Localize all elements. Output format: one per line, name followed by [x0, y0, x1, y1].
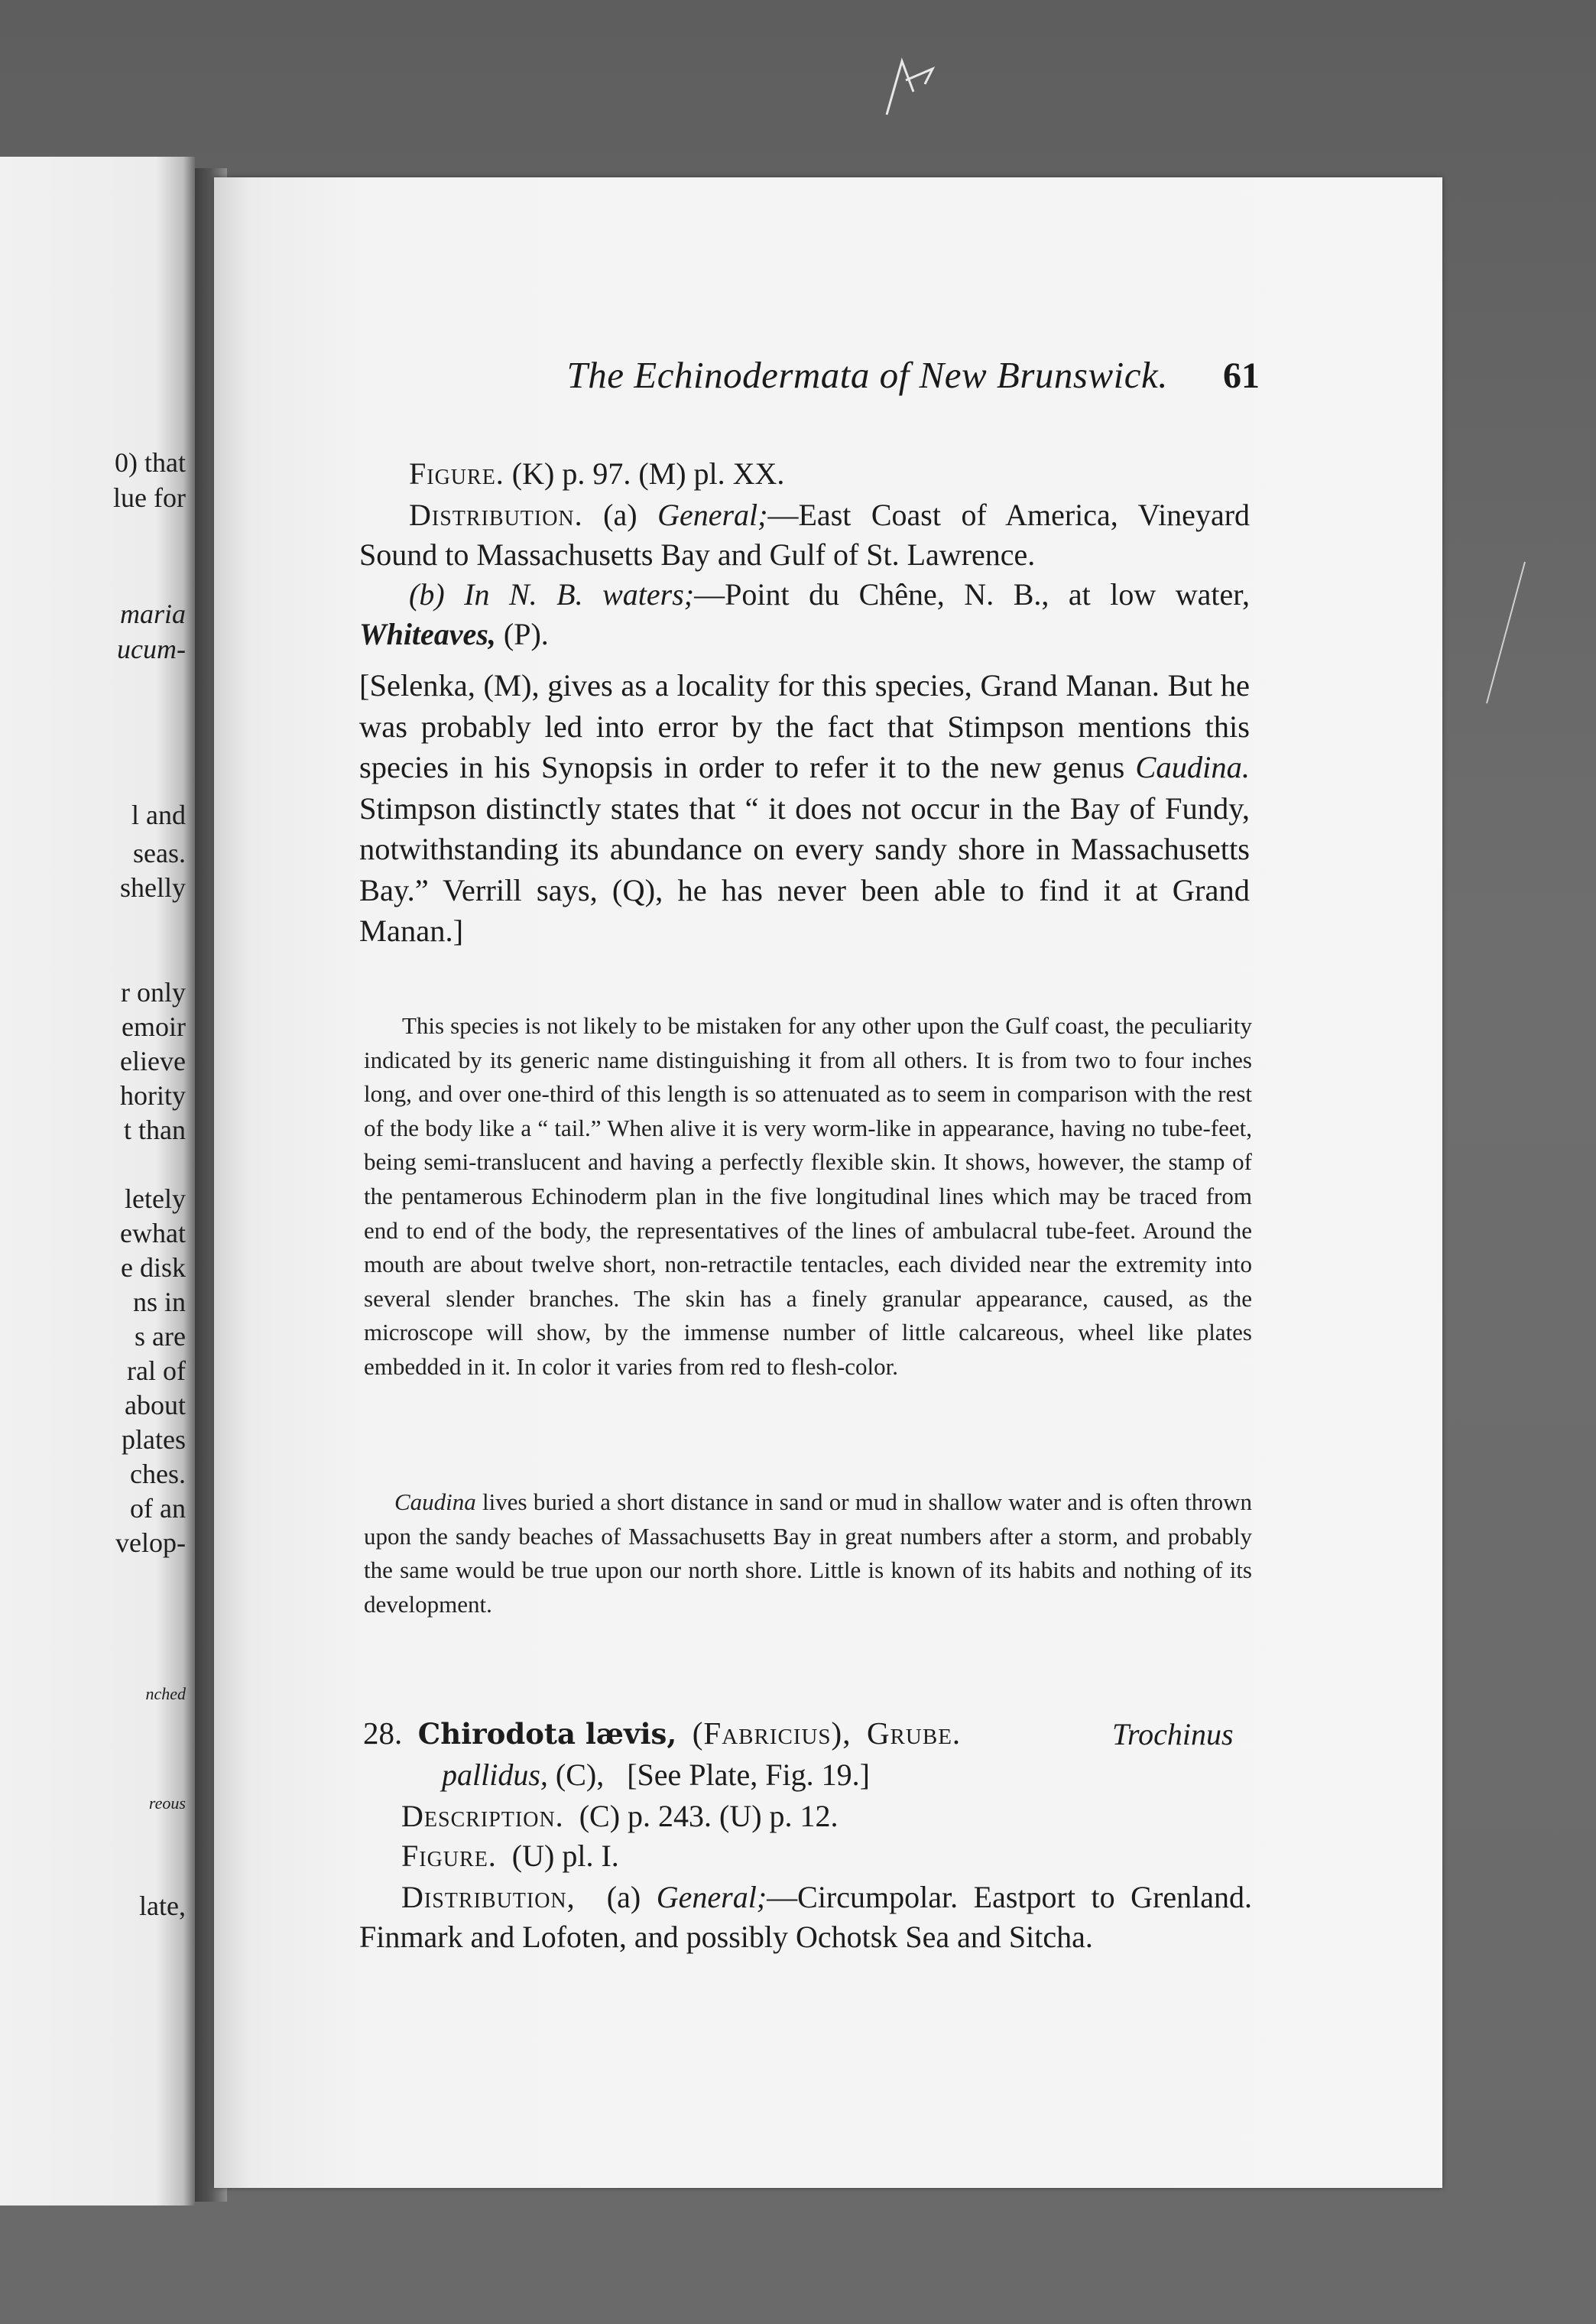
left-text: ewhat [120, 1218, 186, 1248]
distribution-b-author: Whiteaves, [359, 617, 496, 651]
left-text: r only [121, 977, 186, 1008]
left-text: ches. [130, 1459, 186, 1489]
left-text: s are [135, 1321, 186, 1352]
left-text: plates [122, 1424, 186, 1455]
species-author-1: (Fabricius), [692, 1715, 852, 1751]
left-text: 0) that [115, 447, 186, 478]
small-paragraph-2-genus: Caudina [394, 1488, 476, 1515]
left-text: reous [148, 1793, 186, 1813]
left-text: maria [119, 599, 186, 629]
synonym-ref: (C), [555, 1758, 605, 1792]
species-name: Chirodota lævis, [417, 1717, 677, 1751]
left-text: elieve [120, 1046, 186, 1076]
left-text: nched [145, 1684, 186, 1703]
left-text: emoir [122, 1011, 186, 1042]
distribution-a-text: —East Coast of America, Vineyard Sound to Massachusetts Bay and Gulf of St. Lawrence. [359, 498, 1251, 572]
ink-scribble-mark [871, 54, 948, 130]
figure-line-2 [401, 1838, 619, 1874]
small-paragraph-2-text: lives buried a short distance in sand or mud in shallow water and is often thrown upon the sandy beaches of Massachusetts Bay in great numbers after a storm, and probably the same would be true upon our north shore. Little is known of its habits and nothing of its development. [364, 1488, 1252, 1618]
plate-ref: [See Plate, Fig. 19.] [627, 1758, 870, 1792]
figure-label: Figure. [409, 456, 504, 491]
species-distribution-marker: (a) [606, 1880, 641, 1914]
selenka-paragraph [359, 665, 1250, 952]
species-number: 28. [363, 1715, 403, 1751]
small-paragraph-2 [364, 1485, 1252, 1621]
left-text: of an [130, 1493, 186, 1524]
left-text: about [125, 1390, 186, 1420]
distribution-a-marker: (a) [603, 498, 637, 532]
species-author-2: Grube. [866, 1715, 962, 1751]
distribution-b-text: —Point du Chêne, N. B., at low water, [694, 577, 1251, 612]
page-number: 61 [1223, 355, 1260, 396]
description-label: Description. [401, 1799, 564, 1833]
distribution-b-marker: (b) [409, 577, 445, 612]
left-text: ns in [132, 1287, 186, 1317]
selenka-text-1: [Selenka, (M), gives as a locality for this species, Grand Manan. But he was probably led into error by the fact that Stimpson mentions this species in his Synopsis in order to refer it to the new genus [359, 668, 1250, 784]
figure-line [409, 456, 784, 492]
left-text: t than [124, 1115, 186, 1145]
left-text: shelly [120, 872, 186, 903]
left-text: l and [131, 800, 186, 830]
distribution-b-heading: In N. B. waters; [464, 577, 695, 612]
left-text: ucum- [117, 634, 186, 664]
description-text: (C) p. 243. (U) p. 12. [579, 1799, 839, 1833]
left-text: hority [120, 1080, 186, 1111]
distribution-paragraph [359, 495, 1250, 575]
figure-text-2: (U) pl. I. [511, 1839, 619, 1873]
running-header [480, 353, 1260, 397]
selenka-text-2: Stimpson distinctly states that “ it does not occur in the Bay of Fundy, notwithstanding its abundance on every sandy shore in Massachusetts Bay.” Verrill says, (Q), he has never been able to find it at Grand Manan.] [359, 790, 1250, 948]
synonym-genus: Trochinus [1112, 1717, 1234, 1751]
species-distribution-label: Distribution, [401, 1880, 576, 1914]
left-text: late, [139, 1891, 186, 1921]
synonym-species: pallidus, [442, 1758, 548, 1792]
selenka-genus: Caudina. [1135, 750, 1250, 784]
figure-label-2: Figure. [401, 1839, 497, 1873]
pencil-line-mark [1483, 558, 1529, 711]
left-text: e disk [121, 1252, 186, 1283]
left-text: seas. [133, 838, 186, 868]
species-heading [363, 1715, 961, 1751]
figure-text: (K) p. 97. (M) pl. XX. [511, 456, 785, 491]
description-line [401, 1798, 839, 1834]
distribution-b-ref: (P). [495, 617, 549, 651]
species-distribution-heading: General; [656, 1880, 767, 1914]
left-text: letely [125, 1183, 186, 1214]
distribution-a-heading: General; [657, 498, 768, 532]
left-text: velop- [115, 1527, 186, 1558]
small-paragraph-1: This species is not likely to be mistaken for any other upon the Gulf coast, the peculiarity indicated by its generic name distinguishing it from all others. It is from two to four inches long, and over one-third of this length is so attenuated as to seem in comparison with the rest of the body like a “ tail.” When alive it is very worm-like in appearance, having no tube-feet, being semi-translucent and having a perfectly flexible skin. It shows, however, the stamp of the pentamerous Echinoderm plan in the five longitudinal lines which may be traced from end to end of the body, the representatives of the lines of ambulacral tube-feet. Around the mouth are about twelve short, non-retractile tentacles, each divided near the extremity into several slender branches. The skin has a finely granular appearance, caused, as the microscope will show, by the immense number of little calcareous, wheel like plates embedded in it. In color it varies from red to flesh-color. [364, 1012, 1252, 1380]
distribution-b-paragraph [359, 575, 1250, 654]
species-distribution [359, 1878, 1252, 1957]
distribution-label: Distribution. [409, 498, 583, 532]
left-text: lue for [113, 482, 186, 513]
running-title: The Echinodermata of New Brunswick. [566, 354, 1168, 396]
facing-page-fragment [0, 157, 195, 2206]
synonym-line [442, 1757, 870, 1793]
species-distribution-text: —Circumpolar. Eastport to Grenland. Finmark and Lofoten, and possibly Ochotsk Sea and Sitcha. [359, 1880, 1253, 1954]
left-text: ral of [127, 1355, 186, 1386]
